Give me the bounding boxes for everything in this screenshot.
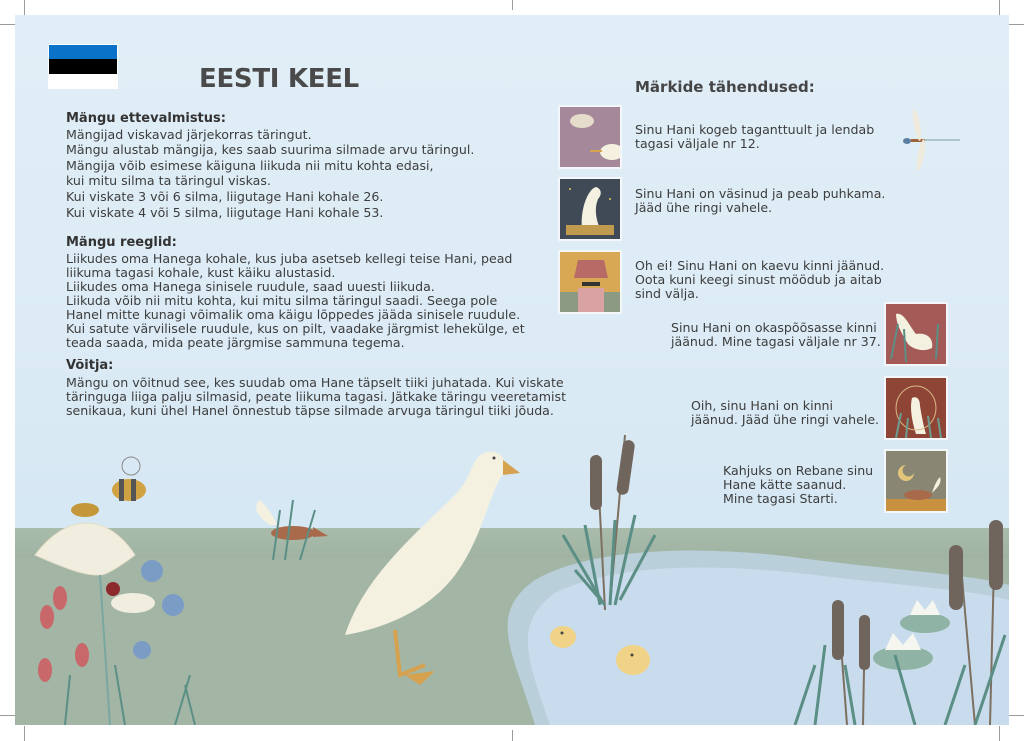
nest-icon [558,177,622,241]
text-line: Liikuda võib nii mitu kohta, kui mitu silma täringul saadi. Seega pole [66,292,498,308]
legend-line: sind välja. [635,286,699,301]
text-line: liikuma tagasi kohale, kust käiku alustasid. [66,264,336,280]
crop-mark [0,24,15,25]
page-title: EESTI KEEL [199,64,359,94]
legend-item-wind [635,123,874,151]
legend-line: Sinu Hani on väsinud ja peab puhkama. [635,186,886,201]
text-line: teada saada, mida peate järgmise sammuna tegema. [66,334,405,350]
text-line: Mängijad viskavad järjekorras täringut. [66,126,312,142]
legend-line: Sinu Hani on okaspõõsasse kinni [671,320,877,335]
text-line: Hanel mitte kunagi võimalik oma käigu lõppedes jääda sinisele ruudule. [66,306,521,322]
fox-icon [884,449,948,513]
wind-icon [558,105,622,169]
game-rules-page [15,15,1009,725]
legend-item-thornbush [671,321,881,349]
flag-stripe-white [49,74,117,88]
section-heading: Mängu ettevalmistus: [66,111,226,126]
legend-line: Mine tagasi Starti. [723,491,838,506]
grass-icon [65,665,195,725]
legend-line: tagasi väljale nr 12. [635,136,760,151]
section-heading: Võitja: [66,358,114,373]
crop-mark [24,726,25,741]
winner-section [66,358,606,418]
crop-mark [512,0,513,10]
thornbush-icon [884,302,948,366]
crop-mark [0,715,15,716]
text-line: Mängija võib esimese käiguna liikuda nii mitu kohta edasi, [66,157,434,173]
crop-mark [1009,715,1024,716]
legend-item-nest [635,187,885,215]
text-line: Kui viskate 3 või 6 silma, liigutage Hani kohale 26. [66,188,384,204]
goose-icon [345,451,520,685]
legend-title: Märkide tähendused: [635,78,815,96]
flag-stripe-black [49,59,117,73]
text-line: kui mitu silma ta täringul viskas. [66,173,271,189]
legend-line: jäänud. Mine tagasi väljale nr 37. [671,334,881,349]
legend-line: Kahjuks on Rebane sinu [723,463,874,478]
section-heading: Mängu reeglid: [66,235,177,250]
legend-line: Oh ei! Sinu Hani on kaevu kinni jäänud. [635,258,885,273]
tulip-icon [38,586,89,682]
legend-item-fox [723,464,873,506]
crop-mark [999,0,1000,15]
well-icon [558,250,622,314]
preparation-section [66,111,566,220]
legend-item-well [635,259,884,301]
legend-item-cage [691,399,879,427]
bee-icon [112,457,146,501]
crop-mark [512,730,513,741]
legend-line: Jääd ühe ringi vahele. [635,200,773,215]
legend-line: Hane kätte saanud. [723,477,847,492]
text-line: Mängu on võitnud see, kes suudab oma Hane täpselt tiiki juhatada. Kui viskate [66,374,564,390]
rules-section [66,235,566,350]
dragonfly-icon [903,109,960,172]
text-line: täringuga liiga palju silmasid, peate liikuma tagasi. Jätkake täringu veeretamist [66,388,567,404]
text-line: senikaua, kuni ühel Hanel õnnestub täpse silmade arvuga täringul tiiki jõuda. [66,402,554,418]
legend-line: Oih, sinu Hani on kinni [691,398,834,413]
text-line: Kui satute värvilisele ruudule, kus on pilt, vaadake järgmist lehekülge, et [66,320,525,336]
crop-mark [999,726,1000,741]
text-line: Mängu alustab mängija, kes saab suurima silmade arvu täringul. [66,142,475,158]
pond-icon [508,550,1009,725]
cage-icon [884,376,948,440]
crop-mark [24,0,25,15]
estonian-flag [49,45,117,88]
text-line: Kui viskate 4 või 5 silma, liigutage Hani kohale 53. [66,204,384,220]
legend-line: Sinu Hani kogeb taganttuult ja lendab [635,122,875,137]
text-line: Liikudes oma Hanega sinisele ruudule, saad uuesti liikuda. [66,278,435,294]
flag-stripe-blue [49,45,117,59]
legend-line: jäänud. Jääd ühe ringi vahele. [691,412,880,427]
crop-mark [1009,24,1024,25]
text-line: Liikudes oma Hanega kohale, kus juba asetseb kellegi teise Hani, pead [66,250,513,266]
legend-line: Oota kuni keegi sinust möödub ja aitab [635,272,882,287]
